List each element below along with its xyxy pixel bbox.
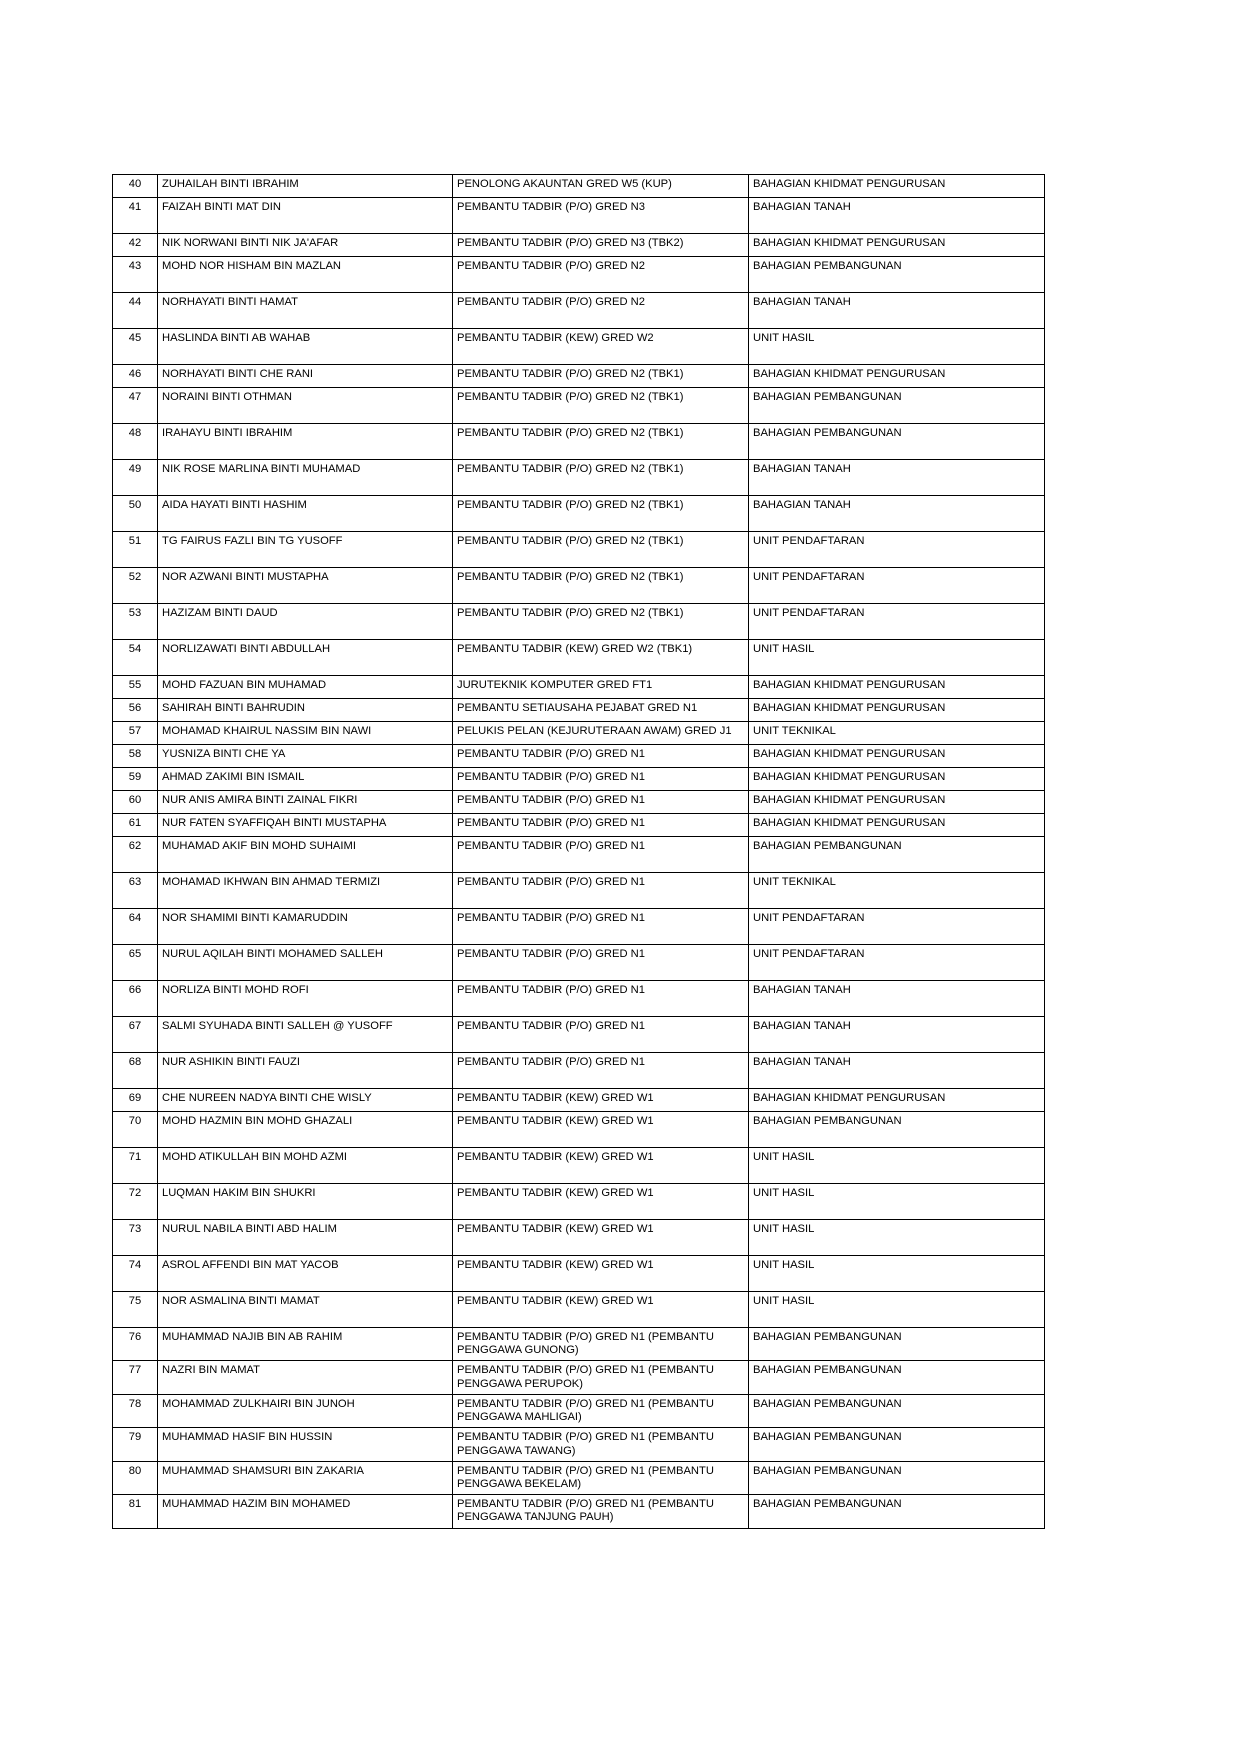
cell-staff-name: MOHD NOR HISHAM BIN MAZLAN: [158, 257, 453, 293]
cell-staff-name: ZUHAILAH BINTI IBRAHIM: [158, 175, 453, 198]
cell-row-number: 52: [113, 568, 158, 604]
cell-position-title: PEMBANTU TADBIR (KEW) GRED W1: [453, 1292, 749, 1328]
cell-row-number: 59: [113, 768, 158, 791]
cell-position-title: PEMBANTU TADBIR (P/O) GRED N1: [453, 1053, 749, 1089]
staff-listing-table-wrapper: [112, 174, 1044, 1529]
cell-staff-name: IRAHAYU BINTI IBRAHIM: [158, 424, 453, 460]
cell-department: BAHAGIAN PEMBANGUNAN: [749, 1428, 1045, 1461]
cell-department: BAHAGIAN KHIDMAT PENGURUSAN: [749, 175, 1045, 198]
cell-staff-name: NOR AZWANI BINTI MUSTAPHA: [158, 568, 453, 604]
cell-row-number: 71: [113, 1148, 158, 1184]
table-row: [113, 1184, 1045, 1220]
cell-position-title: PEMBANTU TADBIR (P/O) GRED N1 (PEMBANTU PENGGAWA BEKELAM): [453, 1461, 749, 1494]
table-row: [113, 1428, 1045, 1461]
cell-row-number: 73: [113, 1220, 158, 1256]
cell-department: BAHAGIAN PEMBANGUNAN: [749, 424, 1045, 460]
table-row: [113, 745, 1045, 768]
cell-staff-name: SAHIRAH BINTI BAHRUDIN: [158, 699, 453, 722]
cell-department: UNIT HASIL: [749, 1148, 1045, 1184]
cell-department: BAHAGIAN PEMBANGUNAN: [749, 1112, 1045, 1148]
cell-department: UNIT PENDAFTARAN: [749, 568, 1045, 604]
table-row: [113, 1017, 1045, 1053]
cell-row-number: 56: [113, 699, 158, 722]
cell-row-number: 61: [113, 814, 158, 837]
cell-position-title: PEMBANTU TADBIR (KEW) GRED W2 (TBK1): [453, 640, 749, 676]
cell-row-number: 49: [113, 460, 158, 496]
cell-position-title: PEMBANTU TADBIR (KEW) GRED W1: [453, 1220, 749, 1256]
cell-position-title: PEMBANTU TADBIR (KEW) GRED W1: [453, 1112, 749, 1148]
table-row: [113, 568, 1045, 604]
cell-position-title: PELUKIS PELAN (KEJURUTERAAN AWAM) GRED J1: [453, 722, 749, 745]
cell-staff-name: LUQMAN HAKIM BIN SHUKRI: [158, 1184, 453, 1220]
cell-position-title: PEMBANTU TADBIR (P/O) GRED N2 (TBK1): [453, 532, 749, 568]
cell-position-title: PEMBANTU TADBIR (P/O) GRED N3: [453, 198, 749, 234]
cell-department: BAHAGIAN TANAH: [749, 981, 1045, 1017]
table-row: [113, 945, 1045, 981]
cell-position-title: PEMBANTU TADBIR (P/O) GRED N3 (TBK2): [453, 234, 749, 257]
cell-staff-name: MUHAMMAD NAJIB BIN AB RAHIM: [158, 1328, 453, 1361]
table-row: [113, 198, 1045, 234]
cell-position-title: PEMBANTU TADBIR (KEW) GRED W1: [453, 1089, 749, 1112]
cell-row-number: 64: [113, 909, 158, 945]
cell-department: UNIT TEKNIKAL: [749, 722, 1045, 745]
cell-staff-name: MUHAMMAD SHAMSURI BIN ZAKARIA: [158, 1461, 453, 1494]
cell-row-number: 69: [113, 1089, 158, 1112]
cell-row-number: 67: [113, 1017, 158, 1053]
cell-position-title: PEMBANTU TADBIR (P/O) GRED N2 (TBK1): [453, 460, 749, 496]
cell-row-number: 46: [113, 365, 158, 388]
table-row: [113, 722, 1045, 745]
cell-department: UNIT PENDAFTARAN: [749, 532, 1045, 568]
table-row: [113, 329, 1045, 365]
table-row: [113, 604, 1045, 640]
table-row: [113, 1053, 1045, 1089]
cell-row-number: 62: [113, 837, 158, 873]
cell-staff-name: HAZIZAM BINTI DAUD: [158, 604, 453, 640]
cell-row-number: 57: [113, 722, 158, 745]
cell-department: UNIT PENDAFTARAN: [749, 909, 1045, 945]
cell-staff-name: NIK ROSE MARLINA BINTI MUHAMAD: [158, 460, 453, 496]
cell-department: BAHAGIAN PEMBANGUNAN: [749, 1394, 1045, 1427]
cell-staff-name: HASLINDA BINTI AB WAHAB: [158, 329, 453, 365]
cell-row-number: 70: [113, 1112, 158, 1148]
cell-row-number: 41: [113, 198, 158, 234]
cell-row-number: 43: [113, 257, 158, 293]
table-row: [113, 1361, 1045, 1394]
cell-staff-name: TG FAIRUS FAZLI BIN TG YUSOFF: [158, 532, 453, 568]
table-row: [113, 981, 1045, 1017]
cell-position-title: PEMBANTU TADBIR (P/O) GRED N1: [453, 791, 749, 814]
cell-department: BAHAGIAN TANAH: [749, 198, 1045, 234]
table-row: [113, 1089, 1045, 1112]
cell-department: BAHAGIAN PEMBANGUNAN: [749, 1361, 1045, 1394]
table-row: [113, 1220, 1045, 1256]
table-row: [113, 424, 1045, 460]
cell-staff-name: ASROL AFFENDI BIN MAT YACOB: [158, 1256, 453, 1292]
cell-row-number: 51: [113, 532, 158, 568]
cell-row-number: 54: [113, 640, 158, 676]
cell-row-number: 78: [113, 1394, 158, 1427]
cell-department: BAHAGIAN PEMBANGUNAN: [749, 1461, 1045, 1494]
cell-staff-name: NUR FATEN SYAFFIQAH BINTI MUSTAPHA: [158, 814, 453, 837]
cell-position-title: PEMBANTU TADBIR (P/O) GRED N1: [453, 768, 749, 791]
table-row: [113, 496, 1045, 532]
cell-department: BAHAGIAN TANAH: [749, 293, 1045, 329]
cell-position-title: PEMBANTU TADBIR (P/O) GRED N2 (TBK1): [453, 365, 749, 388]
cell-position-title: PEMBANTU TADBIR (P/O) GRED N1 (PEMBANTU PENGGAWA PERUPOK): [453, 1361, 749, 1394]
cell-position-title: PEMBANTU TADBIR (KEW) GRED W1: [453, 1184, 749, 1220]
table-row: [113, 1292, 1045, 1328]
table-row: [113, 234, 1045, 257]
table-row: [113, 1112, 1045, 1148]
cell-row-number: 72: [113, 1184, 158, 1220]
table-row: [113, 676, 1045, 699]
table-row: [113, 873, 1045, 909]
cell-department: UNIT HASIL: [749, 1292, 1045, 1328]
cell-row-number: 44: [113, 293, 158, 329]
table-row: [113, 293, 1045, 329]
cell-department: UNIT HASIL: [749, 329, 1045, 365]
cell-position-title: PEMBANTU TADBIR (KEW) GRED W1: [453, 1256, 749, 1292]
staff-listing-table: [112, 174, 1045, 1529]
cell-position-title: PEMBANTU TADBIR (P/O) GRED N2 (TBK1): [453, 388, 749, 424]
cell-position-title: PEMBANTU SETIAUSAHA PEJABAT GRED N1: [453, 699, 749, 722]
table-row: [113, 909, 1045, 945]
cell-department: BAHAGIAN TANAH: [749, 1053, 1045, 1089]
cell-row-number: 77: [113, 1361, 158, 1394]
cell-department: BAHAGIAN TANAH: [749, 496, 1045, 532]
table-row: [113, 532, 1045, 568]
cell-row-number: 48: [113, 424, 158, 460]
cell-staff-name: NORHAYATI BINTI CHE RANI: [158, 365, 453, 388]
cell-position-title: PEMBANTU TADBIR (KEW) GRED W2: [453, 329, 749, 365]
cell-staff-name: NAZRI BIN MAMAT: [158, 1361, 453, 1394]
cell-position-title: PEMBANTU TADBIR (P/O) GRED N2 (TBK1): [453, 424, 749, 460]
cell-department: BAHAGIAN KHIDMAT PENGURUSAN: [749, 791, 1045, 814]
cell-department: BAHAGIAN PEMBANGUNAN: [749, 1495, 1045, 1528]
cell-position-title: PEMBANTU TADBIR (P/O) GRED N2 (TBK1): [453, 568, 749, 604]
cell-row-number: 53: [113, 604, 158, 640]
cell-department: BAHAGIAN KHIDMAT PENGURUSAN: [749, 768, 1045, 791]
cell-position-title: PEMBANTU TADBIR (P/O) GRED N2: [453, 293, 749, 329]
cell-staff-name: MUHAMAD AKIF BIN MOHD SUHAIMI: [158, 837, 453, 873]
cell-department: UNIT HASIL: [749, 1220, 1045, 1256]
cell-position-title: PEMBANTU TADBIR (P/O) GRED N1: [453, 814, 749, 837]
cell-staff-name: NUR ANIS AMIRA BINTI ZAINAL FIKRI: [158, 791, 453, 814]
cell-row-number: 40: [113, 175, 158, 198]
cell-row-number: 81: [113, 1495, 158, 1528]
cell-department: BAHAGIAN KHIDMAT PENGURUSAN: [749, 814, 1045, 837]
cell-staff-name: NOR SHAMIMI BINTI KAMARUDDIN: [158, 909, 453, 945]
cell-department: BAHAGIAN PEMBANGUNAN: [749, 388, 1045, 424]
cell-staff-name: MOHD HAZMIN BIN MOHD GHAZALI: [158, 1112, 453, 1148]
cell-row-number: 55: [113, 676, 158, 699]
table-row: [113, 1394, 1045, 1427]
table-row: [113, 175, 1045, 198]
cell-staff-name: NORLIZA BINTI MOHD ROFI: [158, 981, 453, 1017]
cell-department: UNIT PENDAFTARAN: [749, 945, 1045, 981]
cell-department: UNIT TEKNIKAL: [749, 873, 1045, 909]
cell-row-number: 68: [113, 1053, 158, 1089]
cell-position-title: PEMBANTU TADBIR (P/O) GRED N2: [453, 257, 749, 293]
cell-row-number: 79: [113, 1428, 158, 1461]
cell-department: BAHAGIAN PEMBANGUNAN: [749, 1328, 1045, 1361]
cell-staff-name: MUHAMMAD HASIF BIN HUSSIN: [158, 1428, 453, 1461]
table-row: [113, 1148, 1045, 1184]
table-row: [113, 1328, 1045, 1361]
cell-position-title: PENOLONG AKAUNTAN GRED W5 (KUP): [453, 175, 749, 198]
cell-staff-name: NIK NORWANI BINTI NIK JA'AFAR: [158, 234, 453, 257]
table-row: [113, 388, 1045, 424]
cell-position-title: PEMBANTU TADBIR (P/O) GRED N1 (PEMBANTU PENGGAWA TAWANG): [453, 1428, 749, 1461]
cell-department: UNIT PENDAFTARAN: [749, 604, 1045, 640]
cell-staff-name: CHE NUREEN NADYA BINTI CHE WISLY: [158, 1089, 453, 1112]
cell-department: BAHAGIAN KHIDMAT PENGURUSAN: [749, 699, 1045, 722]
cell-position-title: PEMBANTU TADBIR (P/O) GRED N1: [453, 837, 749, 873]
cell-staff-name: FAIZAH BINTI MAT DIN: [158, 198, 453, 234]
cell-department: BAHAGIAN TANAH: [749, 460, 1045, 496]
cell-department: UNIT HASIL: [749, 1184, 1045, 1220]
cell-position-title: PEMBANTU TADBIR (P/O) GRED N1: [453, 909, 749, 945]
table-row: [113, 460, 1045, 496]
cell-staff-name: MOHAMAD KHAIRUL NASSIM BIN NAWI: [158, 722, 453, 745]
cell-row-number: 58: [113, 745, 158, 768]
cell-position-title: PEMBANTU TADBIR (P/O) GRED N1: [453, 745, 749, 768]
cell-position-title: PEMBANTU TADBIR (P/O) GRED N1: [453, 1017, 749, 1053]
table-row: [113, 699, 1045, 722]
cell-position-title: PEMBANTU TADBIR (P/O) GRED N2 (TBK1): [453, 496, 749, 532]
cell-department: BAHAGIAN KHIDMAT PENGURUSAN: [749, 676, 1045, 699]
cell-position-title: JURUTEKNIK KOMPUTER GRED FT1: [453, 676, 749, 699]
cell-department: BAHAGIAN KHIDMAT PENGURUSAN: [749, 1089, 1045, 1112]
cell-staff-name: AHMAD ZAKIMI BIN ISMAIL: [158, 768, 453, 791]
cell-position-title: PEMBANTU TADBIR (P/O) GRED N1 (PEMBANTU PENGGAWA MAHLIGAI): [453, 1394, 749, 1427]
cell-row-number: 50: [113, 496, 158, 532]
cell-row-number: 42: [113, 234, 158, 257]
table-row: [113, 791, 1045, 814]
cell-staff-name: NOR ASMALINA BINTI MAMAT: [158, 1292, 453, 1328]
cell-department: UNIT HASIL: [749, 640, 1045, 676]
cell-row-number: 45: [113, 329, 158, 365]
table-row: [113, 837, 1045, 873]
cell-staff-name: NURUL AQILAH BINTI MOHAMED SALLEH: [158, 945, 453, 981]
cell-staff-name: MUHAMMAD HAZIM BIN MOHAMED: [158, 1495, 453, 1528]
cell-staff-name: MOHAMMAD ZULKHAIRI BIN JUNOH: [158, 1394, 453, 1427]
table-row: [113, 365, 1045, 388]
cell-staff-name: NURUL NABILA BINTI ABD HALIM: [158, 1220, 453, 1256]
cell-department: BAHAGIAN PEMBANGUNAN: [749, 257, 1045, 293]
cell-staff-name: NORAINI BINTI OTHMAN: [158, 388, 453, 424]
cell-staff-name: SALMI SYUHADA BINTI SALLEH @ YUSOFF: [158, 1017, 453, 1053]
cell-department: BAHAGIAN TANAH: [749, 1017, 1045, 1053]
table-row: [113, 814, 1045, 837]
cell-row-number: 60: [113, 791, 158, 814]
table-row: [113, 1256, 1045, 1292]
cell-staff-name: MOHD FAZUAN BIN MUHAMAD: [158, 676, 453, 699]
cell-department: BAHAGIAN KHIDMAT PENGURUSAN: [749, 365, 1045, 388]
cell-staff-name: NUR ASHIKIN BINTI FAUZI: [158, 1053, 453, 1089]
cell-row-number: 66: [113, 981, 158, 1017]
cell-position-title: PEMBANTU TADBIR (P/O) GRED N1 (PEMBANTU PENGGAWA TANJUNG PAUH): [453, 1495, 749, 1528]
cell-staff-name: NORHAYATI BINTI HAMAT: [158, 293, 453, 329]
cell-position-title: PEMBANTU TADBIR (P/O) GRED N1: [453, 945, 749, 981]
cell-row-number: 63: [113, 873, 158, 909]
cell-position-title: PEMBANTU TADBIR (P/O) GRED N1 (PEMBANTU PENGGAWA GUNONG): [453, 1328, 749, 1361]
staff-listing-table-body: [113, 175, 1045, 1529]
cell-staff-name: MOHD ATIKULLAH BIN MOHD AZMI: [158, 1148, 453, 1184]
cell-row-number: 80: [113, 1461, 158, 1494]
cell-staff-name: AIDA HAYATI BINTI HASHIM: [158, 496, 453, 532]
cell-department: BAHAGIAN KHIDMAT PENGURUSAN: [749, 745, 1045, 768]
cell-staff-name: MOHAMAD IKHWAN BIN AHMAD TERMIZI: [158, 873, 453, 909]
cell-department: UNIT HASIL: [749, 1256, 1045, 1292]
cell-row-number: 75: [113, 1292, 158, 1328]
cell-department: BAHAGIAN KHIDMAT PENGURUSAN: [749, 234, 1045, 257]
cell-position-title: PEMBANTU TADBIR (KEW) GRED W1: [453, 1148, 749, 1184]
table-row: [113, 640, 1045, 676]
cell-row-number: 74: [113, 1256, 158, 1292]
cell-position-title: PEMBANTU TADBIR (P/O) GRED N1: [453, 873, 749, 909]
cell-position-title: PEMBANTU TADBIR (P/O) GRED N2 (TBK1): [453, 604, 749, 640]
table-row: [113, 1461, 1045, 1494]
table-row: [113, 257, 1045, 293]
cell-department: BAHAGIAN PEMBANGUNAN: [749, 837, 1045, 873]
cell-row-number: 76: [113, 1328, 158, 1361]
cell-row-number: 65: [113, 945, 158, 981]
cell-position-title: PEMBANTU TADBIR (P/O) GRED N1: [453, 981, 749, 1017]
table-row: [113, 1495, 1045, 1528]
table-row: [113, 768, 1045, 791]
cell-staff-name: NORLIZAWATI BINTI ABDULLAH: [158, 640, 453, 676]
cell-row-number: 47: [113, 388, 158, 424]
cell-staff-name: YUSNIZA BINTI CHE YA: [158, 745, 453, 768]
